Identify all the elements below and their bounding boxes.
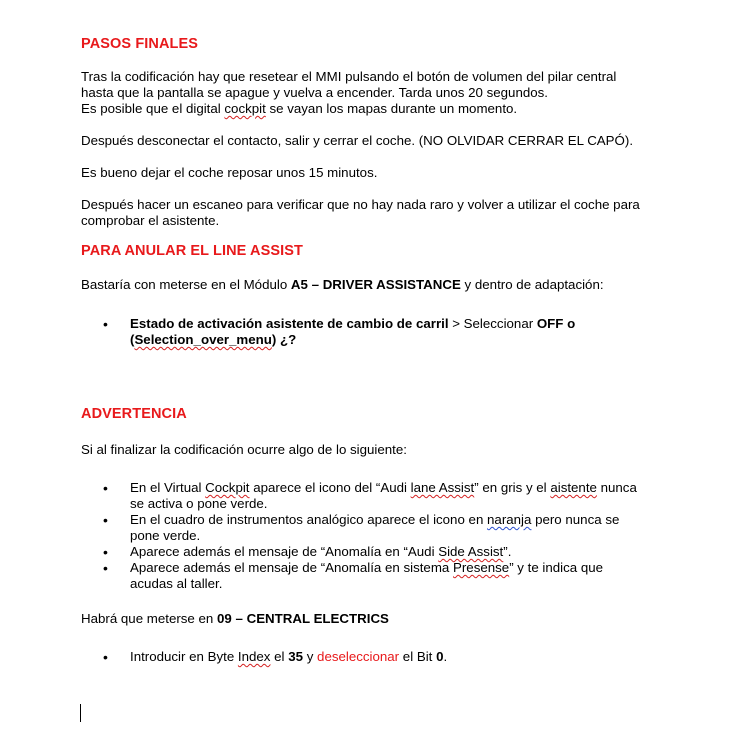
text-run: pone verde. [130,528,201,543]
pasos-paragraph-3: Es bueno dejar el coche reposar unos 15 minutos. [81,165,378,180]
misspelled-word[interactable]: aistente [550,480,597,495]
bullet-icon: • [103,512,108,528]
misspelled-word[interactable]: Selection_over_menu [134,332,272,347]
text-run: el Bit [399,649,437,664]
list-item [103,512,663,544]
text-run: . [443,649,448,664]
text-line: Después hacer un escaneo para verificar que no hay nada raro y volver a utilizar el coche para [81,197,640,212]
pasos-paragraph-4 [81,197,691,229]
bullet-icon: • [103,316,108,332]
text-run: ”. [503,544,512,559]
bullet-icon: • [103,544,108,560]
text-cursor [80,704,81,722]
central-electrics-paragraph [81,611,691,627]
misspelled-word[interactable]: cockpit [224,101,266,116]
advertencia-list [103,480,663,592]
misspelled-word[interactable]: Cockpit [205,480,250,495]
text-run: ” y te indica que [509,560,604,575]
text-line: Tras la codificación hay que resetear el MMI pulsando el botón de volumen del pilar central [81,69,617,84]
text-run: Estado de activación asistente de cambio de carril [130,316,449,331]
text-run: y dentro de adaptación: [460,277,604,292]
heading-pasos-finales: PASOS FINALES [81,36,199,52]
text-run: aparece el icono del “Audi [249,480,411,495]
advertencia-intro: Si al finalizar la codificación ocurre algo de lo siguiente: [81,442,407,457]
text-run: ) ¿? [271,332,297,347]
text-line: comprobar el asistente. [81,213,220,228]
module-name: 09 – CENTRAL ELECTRICS [217,611,389,626]
list-item [103,544,663,560]
anular-list [103,316,663,348]
text-line: hasta que la pantalla se apague y vuelva a encender. Tarda unos 20 segundos. [81,85,548,100]
pasos-paragraph-2: Después desconectar el contacto, salir y cerrar el coche. (NO OLVIDAR CERRAR EL CAPÓ). [81,133,634,148]
text-run: Aparece además el mensaje de “Anomalía en sistema [130,560,453,575]
bullet-icon: • [103,480,108,496]
text-run: nunca [596,480,637,495]
list-item [103,316,663,348]
text-run: pero nunca se [531,512,620,527]
misspelled-word[interactable]: Index [237,649,271,664]
text-run: se activa o pone verde. [130,496,268,511]
bullet-icon: • [103,649,108,665]
text-run: ( [130,332,135,347]
text-run: OFF o [536,316,576,331]
module-name: A5 – DRIVER ASSISTANCE [290,277,461,292]
misspelled-word[interactable]: Presense [453,560,510,575]
text-run: el [270,649,289,664]
highlighted-word: deseleccionar [317,649,400,664]
list-item [103,480,663,512]
pasos-paragraph-1 [81,69,691,117]
heading-advertencia: ADVERTENCIA [81,406,187,422]
text-run: Habrá que meterse en [81,611,218,626]
misspelled-word[interactable]: lane Assist [410,480,475,495]
grammar-flagged-word[interactable]: naranja [487,512,532,527]
bit-value: 0 [436,649,444,664]
misspelled-word[interactable]: Side Assist [438,544,504,559]
text-run: En el cuadro de instrumentos analógico aparece el icono en [130,512,488,527]
list-item [103,560,663,592]
heading-anular-line-assist: PARA ANULAR EL LINE ASSIST [81,243,303,259]
text-run: Bastaría con meterse en el Módulo [81,277,291,292]
text-run: y [303,649,318,664]
text-run: acudas al taller. [130,576,223,591]
text-run: ” en gris y el [474,480,551,495]
text-run: > Seleccionar [448,316,537,331]
anular-paragraph [81,277,691,293]
text-run: En el Virtual [130,480,206,495]
central-list [103,649,663,665]
text-run: se vayan los mapas durante un momento. [265,101,518,116]
byte-index-value: 35 [288,649,303,664]
list-item [103,649,663,665]
text-run: Introducir en Byte [130,649,238,664]
text-run: Aparece además el mensaje de “Anomalía en “Audi [130,544,439,559]
bullet-icon: • [103,560,108,576]
text-run: Es posible que el digital [81,101,225,116]
